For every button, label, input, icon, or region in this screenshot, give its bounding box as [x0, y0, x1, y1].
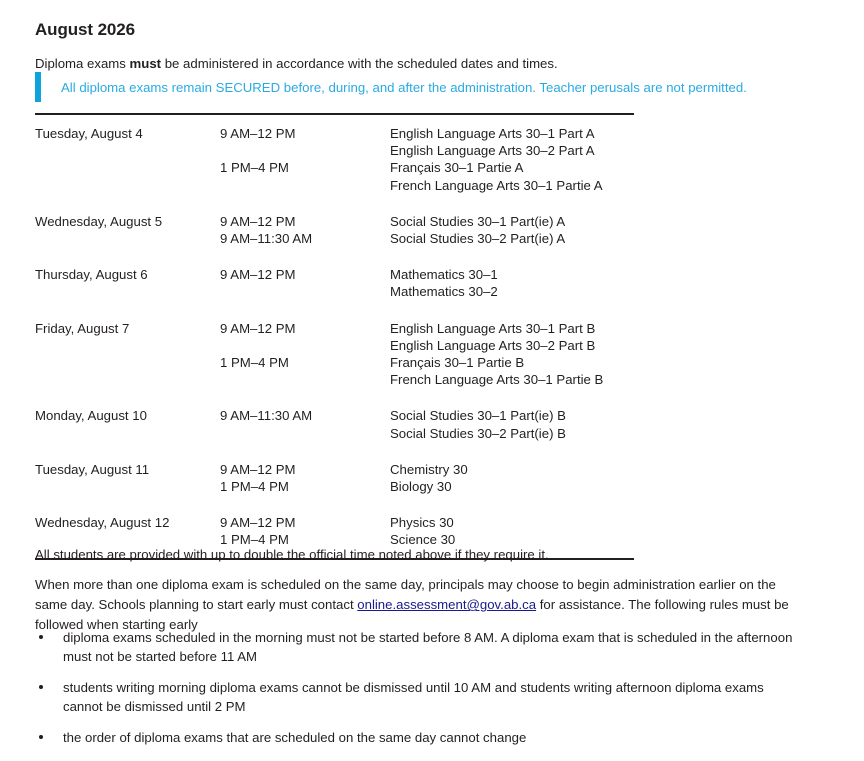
- list-item: [35, 678, 805, 716]
- exam-name: English Language Arts 30–1 Part B: [390, 320, 596, 336]
- exam-date: Thursday, August 6: [35, 267, 148, 283]
- contact-email-link[interactable]: online.assessment@gov.ab.ca: [357, 597, 537, 613]
- list-item: [35, 628, 805, 666]
- early-start-rules-list: [35, 628, 805, 759]
- exam-date-cell: [35, 310, 220, 398]
- exam-date: Wednesday, August 5: [35, 213, 163, 229]
- exam-time: 9 AM–12 PM: [220, 213, 296, 229]
- exam-date: Tuesday, August 4: [35, 126, 143, 141]
- exam-schedule-body: [35, 114, 634, 559]
- bullet-icon: [39, 635, 43, 639]
- exam-date-cell: [35, 256, 220, 309]
- exam-name: Physics 30: [390, 515, 454, 531]
- exam-name: Social Studies 30–2 Part(ie) B: [390, 425, 566, 441]
- exam-name-cell: [390, 310, 634, 398]
- exam-time: 1 PM–4 PM: [220, 479, 289, 495]
- exam-name: Français 30–1 Partie B: [390, 355, 525, 371]
- exam-name: English Language Arts 30–1 Part A: [390, 126, 595, 141]
- exam-name-cell: [390, 397, 634, 450]
- exam-name: Chemistry 30: [390, 461, 468, 477]
- exam-date: Tuesday, August 11: [35, 461, 150, 477]
- exam-date-cell: [35, 451, 220, 504]
- exam-name: Science 30: [390, 532, 456, 548]
- exam-schedule-table: [35, 113, 634, 560]
- exam-time: 9 AM–11:30 AM: [220, 408, 313, 424]
- exam-name: English Language Arts 30–2 Part B: [390, 337, 596, 353]
- list-item-label: the order of diploma exams that are scheduled on the same day cannot change: [63, 730, 527, 745]
- bullet-icon: [39, 685, 43, 689]
- exam-name: Social Studies 30–1 Part(ie) B: [390, 408, 566, 424]
- table-row: [35, 114, 634, 203]
- bullet-icon: [39, 735, 43, 739]
- exam-date-cell: [35, 114, 220, 203]
- list-item-label: students writing morning diploma exams cannot be dismissed until 10 AM and students writing afternoon diploma exams cannot be dismissed until 2 PM: [63, 680, 764, 714]
- exam-time-cell: [220, 397, 390, 450]
- callout-text: All diploma exams remain SECURED before, during, and after the administration. Teacher perusals are not permitted.: [61, 79, 747, 95]
- early-start-text-part1: When more than one diploma exam is scheduled on the same day, principals may choose to begin administration earlier on the same day. Schools planning to start early must contact: [35, 577, 776, 613]
- early-start-note: [35, 575, 797, 635]
- intro-paragraph: [35, 55, 825, 72]
- exam-name: Social Studies 30–1 Part(ie) A: [390, 213, 566, 229]
- exam-time: 9 AM–12 PM: [220, 126, 296, 141]
- exam-time: 1 PM–4 PM: [220, 355, 289, 371]
- exam-time-cell: [220, 256, 390, 309]
- table-row: [35, 203, 634, 256]
- table-row: [35, 310, 634, 398]
- exam-name: Mathematics 30–2: [390, 284, 498, 300]
- intro-text-before: Diploma exams: [35, 56, 130, 72]
- table-row: [35, 397, 634, 450]
- exam-name-cell: [390, 256, 634, 309]
- exam-time: 1 PM–4 PM: [220, 160, 289, 176]
- exam-name-cell: [390, 114, 634, 203]
- exam-name-cell: [390, 451, 634, 504]
- double-time-note: All students are provided with up to double the official time noted above if they require it.: [35, 547, 549, 563]
- exam-name: Mathematics 30–1: [390, 267, 498, 283]
- exam-time-cell: [220, 310, 390, 398]
- secured-exams-callout: [35, 72, 825, 102]
- exam-time: 9 AM–12 PM: [220, 267, 296, 283]
- table-row: [35, 451, 634, 504]
- exam-time: 9 AM–12 PM: [220, 320, 296, 336]
- exam-name: English Language Arts 30–2 Part A: [390, 143, 595, 159]
- exam-time: 1 PM–4 PM: [220, 532, 289, 548]
- exam-date: Friday, August 7: [35, 320, 130, 336]
- exam-name: Français 30–1 Partie A: [390, 160, 524, 176]
- exam-name-cell: [390, 203, 634, 256]
- intro-text-after: be administered in accordance with the scheduled dates and times.: [161, 56, 558, 72]
- exam-date-cell: [35, 203, 220, 256]
- exam-name: Social Studies 30–2 Part(ie) A: [390, 231, 566, 247]
- exam-name: French Language Arts 30–1 Partie B: [390, 372, 604, 388]
- exam-time-cell: [220, 114, 390, 203]
- intro-text-bold: must: [129, 56, 162, 72]
- exam-date: Wednesday, August 12: [35, 515, 170, 531]
- exam-date: Monday, August 10: [35, 408, 147, 424]
- exam-name: Biology 30: [390, 479, 452, 495]
- exam-name: French Language Arts 30–1 Partie A: [390, 177, 603, 193]
- exam-time: 9 AM–11:30 AM: [220, 231, 313, 247]
- early-start-text-part2: for assistance. The following rules must be followed when starting early: [35, 597, 789, 633]
- exam-time-cell: [220, 451, 390, 504]
- exam-time: 9 AM–12 PM: [220, 461, 296, 477]
- exam-time: 9 AM–12 PM: [220, 515, 296, 531]
- list-item-label: diploma exams scheduled in the morning must not be started before 8 AM. A diploma exam that is scheduled in the afternoon must not be started before 11 AM: [63, 630, 793, 664]
- table-row: [35, 256, 634, 309]
- exam-time-cell: [220, 203, 390, 256]
- list-item: [35, 728, 805, 747]
- page-title: August 2026: [35, 20, 135, 40]
- exam-date-cell: [35, 397, 220, 450]
